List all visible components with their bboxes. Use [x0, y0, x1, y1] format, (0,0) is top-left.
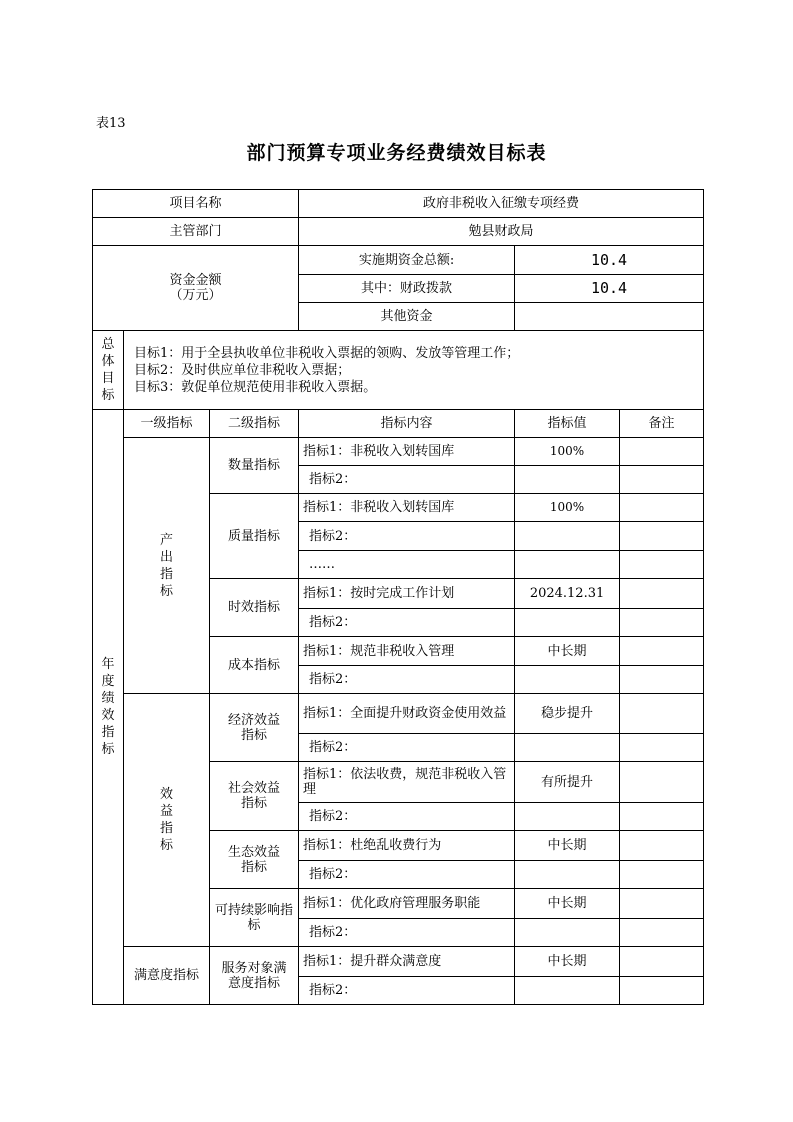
department-label: 主管部门: [93, 218, 299, 246]
value-cell: [515, 734, 620, 762]
project-name-value: 政府非税收入征缴专项经费: [299, 190, 704, 218]
value-cell: [515, 977, 620, 1005]
funds-fiscal-value: 10.4: [515, 275, 704, 303]
social-indicator-2: 指标2：: [299, 803, 515, 831]
quality-value-1: 100%: [515, 494, 620, 522]
note-cell: [620, 609, 704, 637]
department-value: 勉县财政局: [299, 218, 704, 246]
service-satisfaction-label: 服务对象满意度指标: [210, 947, 299, 1005]
quantity-label: 数量指标: [210, 438, 299, 494]
note-cell: [620, 977, 704, 1005]
cost-value-1: 中长期: [515, 637, 620, 666]
note-cell: [620, 831, 704, 861]
performance-goal-table: [92, 189, 704, 1005]
value-cell: [515, 803, 620, 831]
sustainable-label: 可持续影响指标: [210, 889, 299, 947]
quality-indicator-1: 指标1：非税收入划转国库: [299, 494, 515, 522]
value-cell: [515, 609, 620, 637]
note-cell: [620, 947, 704, 977]
note-cell: [620, 522, 704, 551]
note-cell: [620, 666, 704, 694]
ecological-label: 生态效益指标: [210, 831, 299, 889]
timeliness-indicator-2: 指标2：: [299, 609, 515, 637]
note-cell: [620, 579, 704, 609]
quality-label: 质量指标: [210, 494, 299, 579]
funds-total-value: 10.4: [515, 246, 704, 275]
output-indicators-label: 产出指标: [124, 438, 210, 694]
social-label: 社会效益指标: [210, 762, 299, 831]
overall-goals-text: [124, 331, 704, 410]
overall-goals-row: [93, 331, 704, 410]
ecological-indicator-1: 指标1：杜绝乱收费行为: [299, 831, 515, 861]
social-value-1: 有所提升: [515, 762, 620, 803]
page-title: 部门预算专项业务经费绩效目标表: [246, 142, 547, 164]
note-cell: [620, 494, 704, 522]
sustainable-value-1: 中长期: [515, 889, 620, 919]
ecological-value-1: 中长期: [515, 831, 620, 861]
table-row: [93, 947, 704, 977]
quantity-indicator-1: 指标1：非税收入划转国库: [299, 438, 515, 466]
header-content: 指标内容: [299, 410, 515, 438]
note-cell: [620, 466, 704, 494]
funds-label-cell: [93, 246, 299, 331]
quantity-value-1: 100%: [515, 438, 620, 466]
note-cell: [620, 637, 704, 666]
note-cell: [620, 438, 704, 466]
annual-indicators-label: 年度绩效指标: [93, 410, 124, 1005]
satisfaction-indicators-label: 满意度指标: [124, 947, 210, 1005]
table-number: 表13: [96, 116, 126, 131]
goal-1: 目标1：用于全县执收单位非税收入票据的领购、发放等管理工作；: [134, 345, 520, 361]
funds-other-value: [515, 303, 704, 331]
benefit-indicators-label: 效益指标: [124, 694, 210, 947]
cost-indicator-2: 指标2：: [299, 666, 515, 694]
note-cell: [620, 551, 704, 579]
header-level2: 二级指标: [210, 410, 299, 438]
quality-indicator-more: ……: [299, 551, 515, 579]
note-cell: [620, 694, 704, 734]
social-indicator-1: 指标1：依法收费，规范非税收入管理: [299, 762, 515, 803]
department-row: [93, 218, 704, 246]
annual-header-row: [93, 410, 704, 438]
sustainable-indicator-2: 指标2：: [299, 919, 515, 947]
service-indicator-2: 指标2：: [299, 977, 515, 1005]
funds-unit: （万元）: [169, 288, 222, 303]
note-cell: [620, 803, 704, 831]
ecological-indicator-2: 指标2：: [299, 861, 515, 889]
note-cell: [620, 861, 704, 889]
value-cell: [515, 522, 620, 551]
header-level1: 一级指标: [124, 410, 210, 438]
funds-other-label: 其他资金: [299, 303, 515, 331]
quality-indicator-2: 指标2：: [299, 522, 515, 551]
quantity-indicator-2: 指标2：: [299, 466, 515, 494]
table-row: [93, 438, 704, 466]
note-cell: [620, 734, 704, 762]
value-cell: [515, 861, 620, 889]
funds-total-row: [93, 246, 704, 275]
project-name-row: [93, 190, 704, 218]
project-name-label: 项目名称: [93, 190, 299, 218]
value-cell: [515, 919, 620, 947]
cost-indicator-1: 指标1：规范非税收入管理: [299, 637, 515, 666]
value-cell: [515, 666, 620, 694]
header-value: 指标值: [515, 410, 620, 438]
overall-goals-label: 总体目标: [93, 331, 124, 410]
timeliness-label: 时效指标: [210, 579, 299, 637]
economic-indicator-2: 指标2：: [299, 734, 515, 762]
service-indicator-1: 指标1：提升群众满意度: [299, 947, 515, 977]
header-note: 备注: [620, 410, 704, 438]
economic-label: 经济效益指标: [210, 694, 299, 762]
economic-indicator-1: 指标1：全面提升财政资金使用效益: [299, 694, 515, 734]
goal-3: 目标3：敦促单位规范使用非税收入票据。: [134, 379, 377, 395]
sustainable-indicator-1: 指标1：优化政府管理服务职能: [299, 889, 515, 919]
funds-fiscal-label: 其中：财政拨款: [299, 275, 515, 303]
value-cell: [515, 466, 620, 494]
funds-label: 资金金额: [169, 273, 222, 288]
service-value-1: 中长期: [515, 947, 620, 977]
economic-value-1: 稳步提升: [515, 694, 620, 734]
timeliness-indicator-1: 指标1：按时完成工作计划: [299, 579, 515, 609]
table-row: [93, 694, 704, 734]
note-cell: [620, 762, 704, 803]
note-cell: [620, 889, 704, 919]
value-cell: [515, 551, 620, 579]
goal-2: 目标2：及时供应单位非税收入票据；: [134, 362, 351, 378]
note-cell: [620, 919, 704, 947]
timeliness-value-1: 2024.12.31: [515, 579, 620, 609]
funds-total-label: 实施期资金总额:: [299, 246, 515, 275]
cost-label: 成本指标: [210, 637, 299, 694]
